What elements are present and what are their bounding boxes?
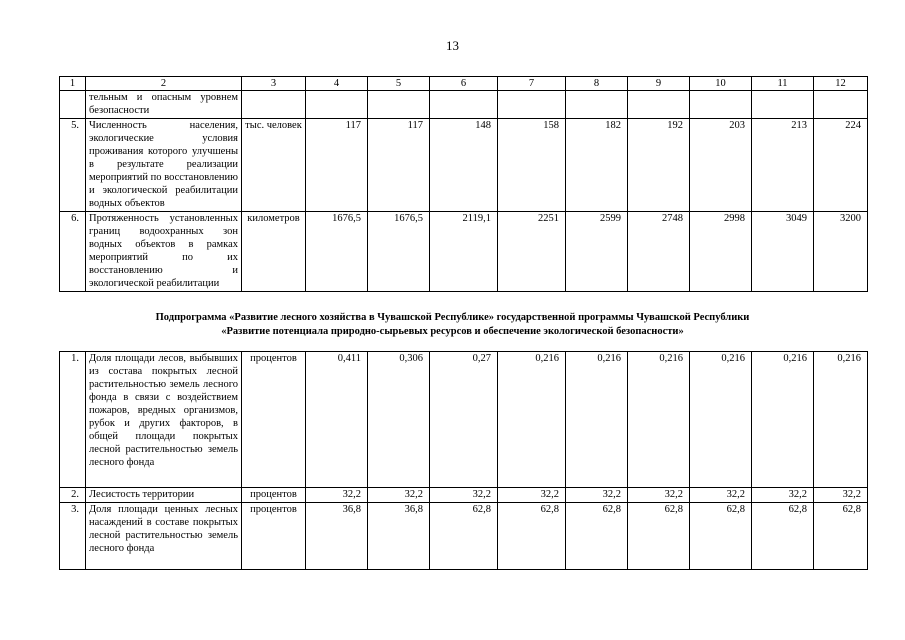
row-number: 2. <box>60 488 86 503</box>
value-cell: 2119,1 <box>430 212 498 292</box>
value-cell: 32,2 <box>306 488 368 503</box>
unit-cell: процентов <box>242 352 306 488</box>
table-row <box>60 352 868 488</box>
value-cell: 32,2 <box>368 488 430 503</box>
value-cell: 0,216 <box>498 352 566 488</box>
col-header: 11 <box>752 77 814 91</box>
value-cell: 0,216 <box>814 352 868 488</box>
unit-cell: тыс. человек <box>242 119 306 212</box>
value-cell: 62,8 <box>752 503 814 570</box>
col-header: 2 <box>86 77 242 91</box>
col-header: 9 <box>628 77 690 91</box>
value-cell: 2748 <box>628 212 690 292</box>
col-header: 6 <box>430 77 498 91</box>
col-header: 1 <box>60 77 86 91</box>
subprogram-title <box>0 311 905 339</box>
value-cell: 36,8 <box>306 503 368 570</box>
value-cell: 62,8 <box>690 503 752 570</box>
col-header: 4 <box>306 77 368 91</box>
page-number: 13 <box>446 38 459 53</box>
value-cell: 182 <box>566 119 628 212</box>
indicator-name: Доля площади ценных лесных насаждений в составе покрытых лесной растительностью земель лесного фонда <box>86 503 242 570</box>
value-cell: 192 <box>628 119 690 212</box>
value-cell: 62,8 <box>430 503 498 570</box>
row-number: 5. <box>60 119 86 212</box>
value-cell: 117 <box>306 119 368 212</box>
value-cell: 62,8 <box>628 503 690 570</box>
value-cell: 1676,5 <box>306 212 368 292</box>
col-header: 8 <box>566 77 628 91</box>
value-cell: 213 <box>752 119 814 212</box>
col-header: 12 <box>814 77 868 91</box>
column-number-row <box>60 77 868 91</box>
value-cell: 32,2 <box>690 488 752 503</box>
table-row <box>60 503 868 570</box>
value-cell: 62,8 <box>566 503 628 570</box>
row-number: 1. <box>60 352 86 488</box>
value-cell: 1676,5 <box>368 212 430 292</box>
value-cell: 0,216 <box>690 352 752 488</box>
table-row-continued <box>60 91 868 119</box>
indicator-name: тельным и опасным уровнем безопасности <box>86 91 242 119</box>
value-cell: 32,2 <box>814 488 868 503</box>
indicators-table-continued <box>59 76 868 292</box>
value-cell: 158 <box>498 119 566 212</box>
value-cell: 2599 <box>566 212 628 292</box>
table-row <box>60 212 868 292</box>
col-header: 5 <box>368 77 430 91</box>
indicator-name: Численность населения, экологические условия проживания которого улучшены в результате реализации мероприятий по восстановлению и экологической реабилитации водных объектов <box>86 119 242 212</box>
value-cell: 3049 <box>752 212 814 292</box>
value-cell: 62,8 <box>814 503 868 570</box>
value-cell: 0,216 <box>752 352 814 488</box>
value-cell: 32,2 <box>430 488 498 503</box>
row-number: 3. <box>60 503 86 570</box>
indicator-name: Доля площади лесов, выбывших из состава покрытых лесной растительностью земель лесного фонда в связи с воздействием пожаров, вредных организмов, рубок и других факторов, в общей площади покрытых лесной растительностью земель лесного фонда <box>86 352 242 488</box>
col-header: 7 <box>498 77 566 91</box>
value-cell: 36,8 <box>368 503 430 570</box>
value-cell: 32,2 <box>628 488 690 503</box>
value-cell: 224 <box>814 119 868 212</box>
value-cell: 3200 <box>814 212 868 292</box>
value-cell: 32,2 <box>498 488 566 503</box>
value-cell: 117 <box>368 119 430 212</box>
value-cell: 0,216 <box>628 352 690 488</box>
indicator-name: Лесистость территории <box>86 488 242 503</box>
table-row <box>60 119 868 212</box>
row-number: 6. <box>60 212 86 292</box>
subprogram-title-line-2: «Развитие потенциала природно-сырьевых ресурсов и обеспечение экологической безопасности» <box>221 326 684 337</box>
subprogram-title-line-1: Подпрограмма «Развитие лесного хозяйства в Чувашской Республике» государственной программы Чувашской Республики <box>155 312 750 323</box>
unit-cell: километров <box>242 212 306 292</box>
unit-cell: процентов <box>242 503 306 570</box>
value-cell: 0,216 <box>566 352 628 488</box>
value-cell: 62,8 <box>498 503 566 570</box>
value-cell: 2998 <box>690 212 752 292</box>
value-cell: 0,27 <box>430 352 498 488</box>
value-cell: 0,306 <box>368 352 430 488</box>
col-header: 10 <box>690 77 752 91</box>
value-cell: 32,2 <box>566 488 628 503</box>
value-cell: 203 <box>690 119 752 212</box>
unit-cell: процентов <box>242 488 306 503</box>
table-row <box>60 488 868 503</box>
value-cell: 2251 <box>498 212 566 292</box>
indicator-name: Протяженность установленных границ водоохранных зон водных объектов в рамках мероприятий по их восстановлению и экологической реабилитации <box>86 212 242 292</box>
value-cell: 148 <box>430 119 498 212</box>
value-cell: 0,411 <box>306 352 368 488</box>
value-cell: 32,2 <box>752 488 814 503</box>
forestry-indicators-table <box>59 351 868 570</box>
col-header: 3 <box>242 77 306 91</box>
